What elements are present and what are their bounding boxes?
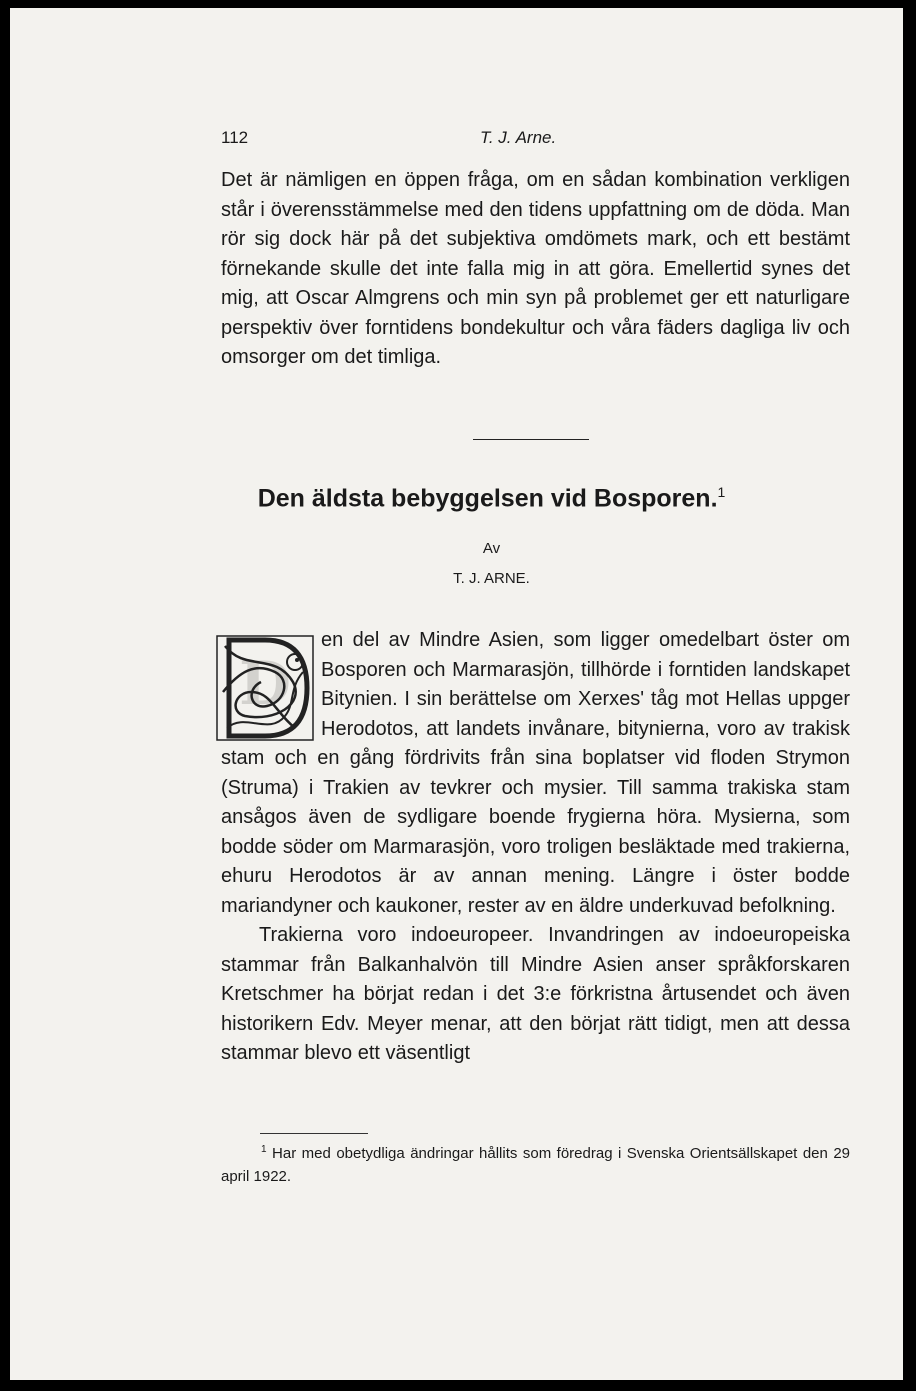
page-header (10, 128, 903, 158)
section-divider (473, 439, 589, 440)
svg-text:D: D (238, 649, 292, 719)
footnote-rule (260, 1133, 368, 1134)
article-title (10, 484, 903, 513)
article-body (221, 626, 850, 1069)
article-author: T. J. ARNE. (453, 570, 530, 587)
article-title-text: Den äldsta bebyggelsen vid Bosporen. (257, 484, 718, 513)
previous-article-closing-paragraph: Det är nämligen en öppen fråga, om en sådan kombination verkligen står i överensstämmelse med den tidens uppfattning om de döda. Man rör sig dock här på det subjektiva omdömets mark, och ett bestämt förnekande skulle det inte falla mig in att göra. Emellertid synes det mig, att Oscar Almgrens och min syn på problemet ger ett naturligare perspektiv över forntidens bondekultur och våra fäders dagliga liv och omsorger om det timliga. (221, 169, 850, 368)
footnote-text: Har med obetydliga ändringar hållits som föredrag i Svenska Orientsällskapet den 29 april 1922. (221, 1145, 851, 1185)
page-number: 112 (221, 128, 249, 147)
title-footnote-mark: 1 (717, 484, 726, 500)
footnote (221, 1138, 850, 1188)
running-head: T. J. Arne. (480, 128, 557, 147)
footnote-mark: 1 (261, 1144, 267, 1155)
article-paragraph-1: en del av Mindre Asien, som ligger omedelbart öster om Bosporen och Marmarasjön, tillhörde i forntiden landskapet Bitynien. I sin berättelse om Xerxes' tåg mot Hellas uppger Herodotos, att landets invånare, bitynierna, voro av trakisk stam och en gång fördrivits från sina boplatser vid floden Strymon (Struma) i Trakien av tevkrer och mysier. Till samma trakiska stam ansågos även de sydligare boende frygierna höra. Mysierna, som bodde söder om Marmarasjön, voro troligen besläktade med trakierna, ehuru Herodotos är av annan mening. Längre i öster bodde mariandyner och kaukoner, rester av en äldre underkuvad befolkning. (221, 629, 850, 917)
byline-prefix: Av (482, 540, 501, 557)
article-paragraph-2: Trakierna voro indoeuropeer. Invandringen av indoeuropeiska stammar från Balkanhalvön till Mindre Asien anser språkforskaren Kretschmer ha börjat redan i det 3:e förkristna årtusendet och även historikern Edv. Meyer menar, att den börjat rätt tidigt, men att dessa stammar blevo ett väsentligt (221, 924, 850, 1064)
book-page (10, 8, 903, 1380)
decorated-initial-d (215, 632, 315, 744)
